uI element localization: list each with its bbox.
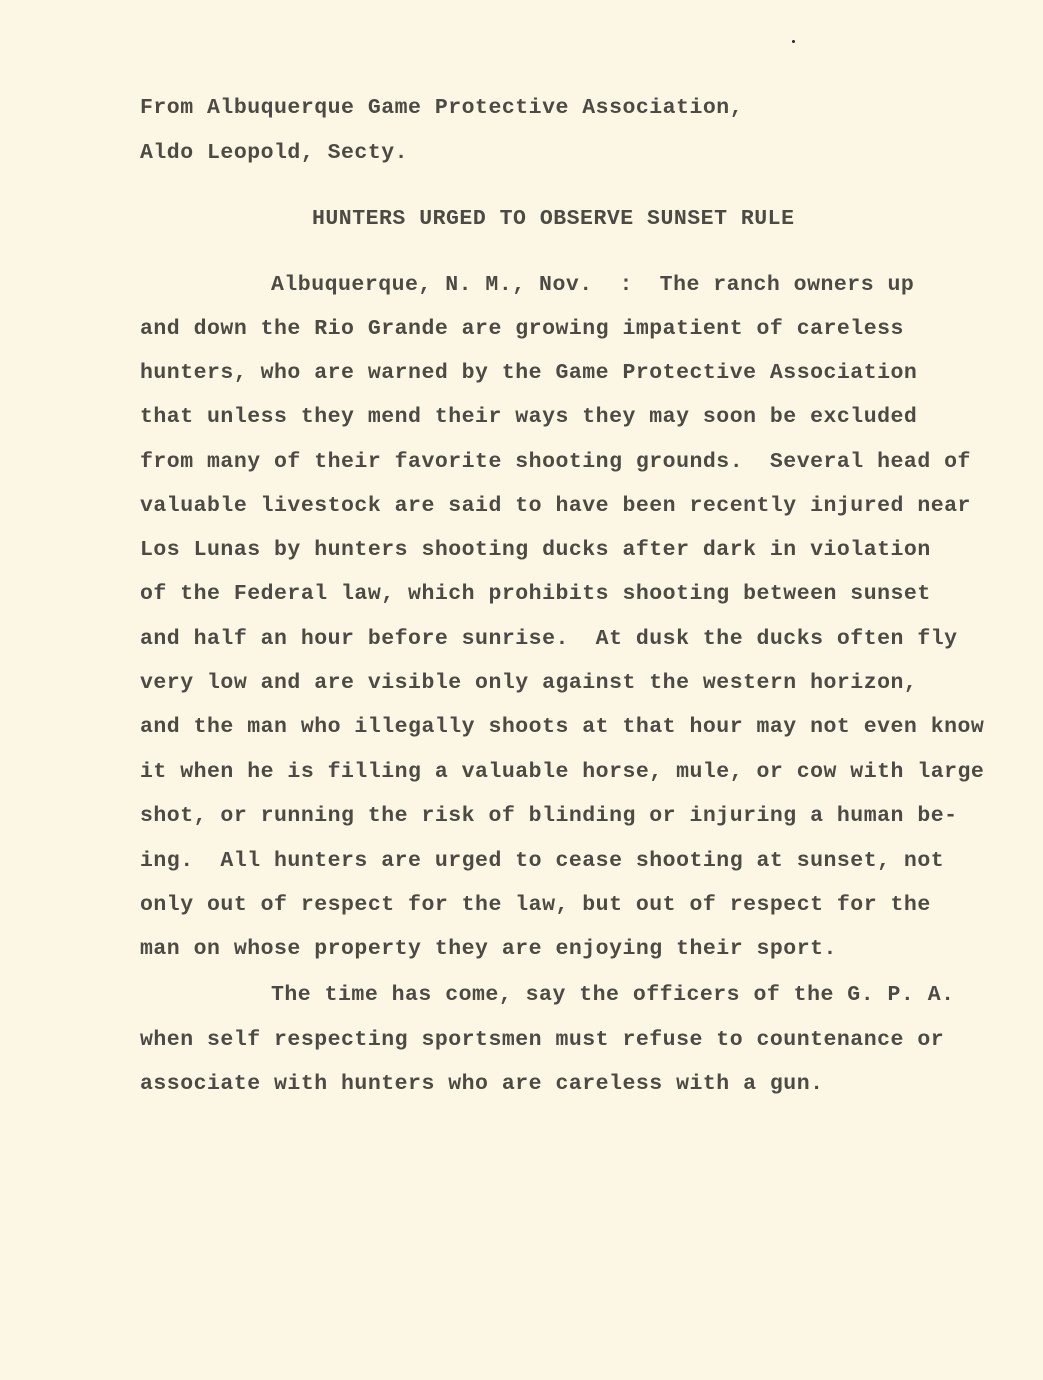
body-line: Los Lunas by hunters shooting ducks after dark in violation <box>140 538 931 562</box>
body-line: that unless they mend their ways they may soon be excluded <box>140 405 918 429</box>
body-line: and the man who illegally shoots at that hour may not even know <box>140 715 985 739</box>
body-line: The time has come, say the officers of the G. P. A. <box>271 983 955 1007</box>
body-line: very low and are visible only against the western horizon, <box>140 671 918 695</box>
body-line: Albuquerque, N. M., Nov. : The ranch owners up <box>271 273 915 297</box>
body-line: ing. All hunters are urged to cease shooting at sunset, not <box>140 849 945 873</box>
from-line: From Albuquerque Game Protective Association, <box>140 96 744 120</box>
body-line: shot, or running the risk of blinding or injuring a human be- <box>140 804 958 828</box>
body-line: from many of their favorite shooting grounds. Several head of <box>140 450 971 474</box>
headline: HUNTERS URGED TO OBSERVE SUNSET RULE <box>312 207 795 231</box>
body-line: only out of respect for the law, but out of respect for the <box>140 893 931 917</box>
body-line: and half an hour before sunrise. At dusk the ducks often fly <box>140 627 958 651</box>
body-line: valuable livestock are said to have been recently injured near <box>140 494 971 518</box>
body-line: it when he is filling a valuable horse, mule, or cow with large <box>140 760 985 784</box>
body-line: associate with hunters who are careless with a gun. <box>140 1072 824 1096</box>
signature-line: Aldo Leopold, Secty. <box>140 141 409 165</box>
body-line: hunters, who are warned by the Game Protective Association <box>140 361 918 385</box>
body-line: and down the Rio Grande are growing impatient of careless <box>140 317 904 341</box>
body-line: of the Federal law, which prohibits shooting between sunset <box>140 582 931 606</box>
body-line: when self respecting sportsmen must refuse to countenance or <box>140 1028 945 1052</box>
ink-speck <box>792 40 795 43</box>
body-line: man on whose property they are enjoying their sport. <box>140 937 837 961</box>
